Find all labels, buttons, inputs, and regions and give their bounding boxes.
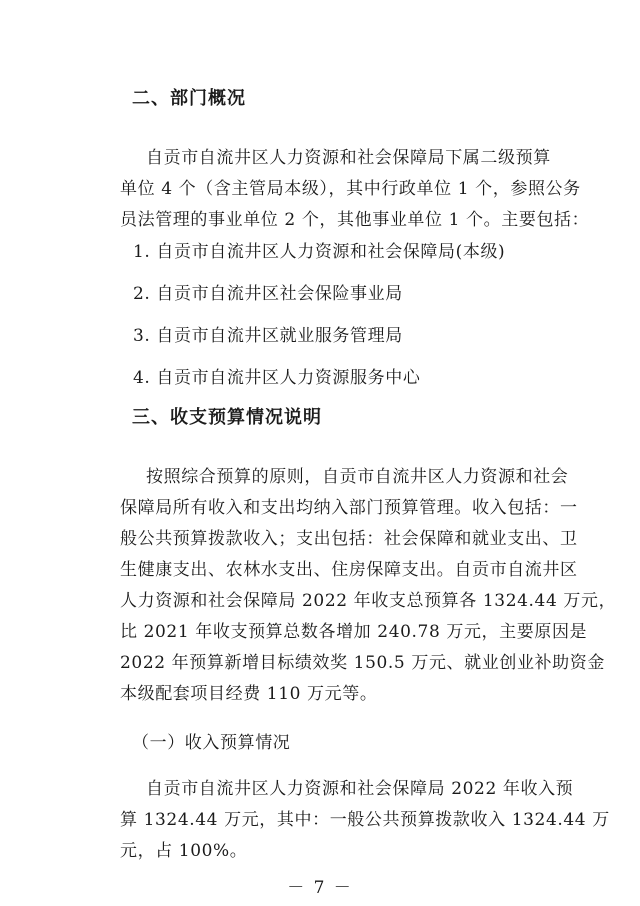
section-heading-overview: 二、部门概况 xyxy=(132,88,246,109)
paragraph-line: 自贡市自流井区人力资源和社会保障局下属二级预算 xyxy=(146,148,551,168)
section-heading-budget: 三、收支预算情况说明 xyxy=(132,407,322,428)
paragraph-line: 元，占 100%。 xyxy=(120,841,248,861)
paragraph-line: 员法管理的事业单位 2 个，其他事业单位 1 个。主要包括： xyxy=(120,210,590,230)
paragraph-line: 按照综合预算的原则，自贡市自流井区人力资源和社会 xyxy=(146,467,569,487)
paragraph-line: 算 1324.44 万元，其中：一般公共预算拨款收入 1324.44 万 xyxy=(120,810,610,830)
paragraph-line: 保障局所有收入和支出均纳入部门预算管理。收入包括：一 xyxy=(120,498,578,518)
list-item: 3. 自贡市自流井区就业服务管理局 xyxy=(133,326,403,346)
paragraph-line: 2022 年预算新增目标绩效奖 150.5 万元、就业创业补助资金 xyxy=(120,653,605,673)
paragraph-line: 生健康支出、农林水支出、住房保障支出。自贡市自流井区 xyxy=(120,560,578,580)
paragraph-line: 比 2021 年收支预算总数各增加 240.78 万元，主要原因是 xyxy=(120,622,588,642)
paragraph-line: 本级配套项目经费 110 万元等。 xyxy=(120,684,378,704)
subsection-heading-income: （一）收入预算情况 xyxy=(132,733,291,753)
page-number: － 7 － xyxy=(287,878,353,898)
list-item: 1. 自贡市自流井区人力资源和社会保障局(本级) xyxy=(133,242,506,262)
paragraph-line: 般公共预算拨款收入；支出包括：社会保障和就业支出、卫 xyxy=(120,529,578,549)
list-item: 2. 自贡市自流井区社会保险事业局 xyxy=(133,284,403,304)
list-item: 4. 自贡市自流井区人力资源服务中心 xyxy=(133,368,421,388)
paragraph-line: 单位 4 个（含主管局本级），其中行政单位 1 个，参照公务 xyxy=(120,179,581,199)
paragraph-line: 人力资源和社会保障局 2022 年收支总预算各 1324.44 万元， xyxy=(120,591,617,611)
paragraph-line: 自贡市自流井区人力资源和社会保障局 2022 年收入预 xyxy=(146,779,574,799)
